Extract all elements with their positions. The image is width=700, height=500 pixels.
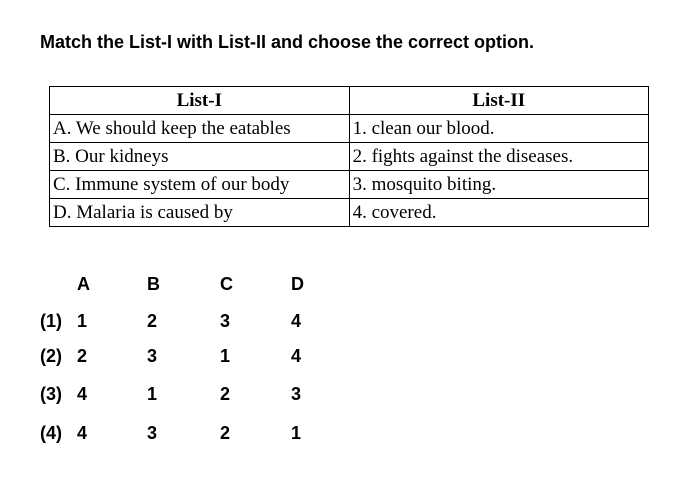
option-4-label[interactable]: (4) — [40, 423, 62, 443]
option-1-a: 1 — [77, 311, 88, 331]
option-3-c: 2 — [220, 384, 231, 404]
option-3-b: 1 — [147, 384, 158, 404]
option-4-a: 4 — [77, 423, 88, 443]
list-1-item-d: D. Malaria is caused by — [50, 199, 350, 227]
option-2-c: 1 — [220, 346, 231, 366]
option-1-b: 2 — [147, 311, 158, 331]
question-text: Match the List-I with List-II and choose the correct option. — [40, 32, 535, 52]
list-1-item-b: B. Our kidneys — [50, 143, 350, 171]
list-1-item-c: C. Immune system of our body — [50, 171, 350, 199]
option-2-a: 2 — [77, 346, 88, 366]
option-3-a: 4 — [77, 384, 88, 404]
list-1-item-a: A. We should keep the eatables — [50, 115, 350, 143]
option-3-label[interactable]: (3) — [40, 384, 62, 404]
list-2-item-3: 3. mosquito biting. — [349, 171, 648, 199]
option-2-b: 3 — [147, 346, 158, 366]
option-header-d: D — [291, 274, 304, 294]
option-1-label[interactable]: (1) — [40, 311, 62, 331]
option-4-c: 2 — [220, 423, 231, 443]
option-header-a: A — [77, 274, 90, 294]
option-3-d: 3 — [291, 384, 302, 404]
option-4-b: 3 — [147, 423, 158, 443]
list-2-item-1: 1. clean our blood. — [349, 115, 648, 143]
list-2-header: List-II — [349, 87, 648, 115]
option-2-d: 4 — [291, 346, 302, 366]
option-4-d: 1 — [291, 423, 302, 443]
list-2-item-4: 4. covered. — [349, 199, 648, 227]
option-1-d: 4 — [291, 311, 302, 331]
option-header-b: B — [147, 274, 160, 294]
option-1-c: 3 — [220, 311, 231, 331]
list-2-item-2: 2. fights against the diseases. — [349, 143, 648, 171]
option-header-c: C — [220, 274, 233, 294]
list-1-header: List-I — [50, 87, 350, 115]
option-2-label[interactable]: (2) — [40, 346, 62, 366]
